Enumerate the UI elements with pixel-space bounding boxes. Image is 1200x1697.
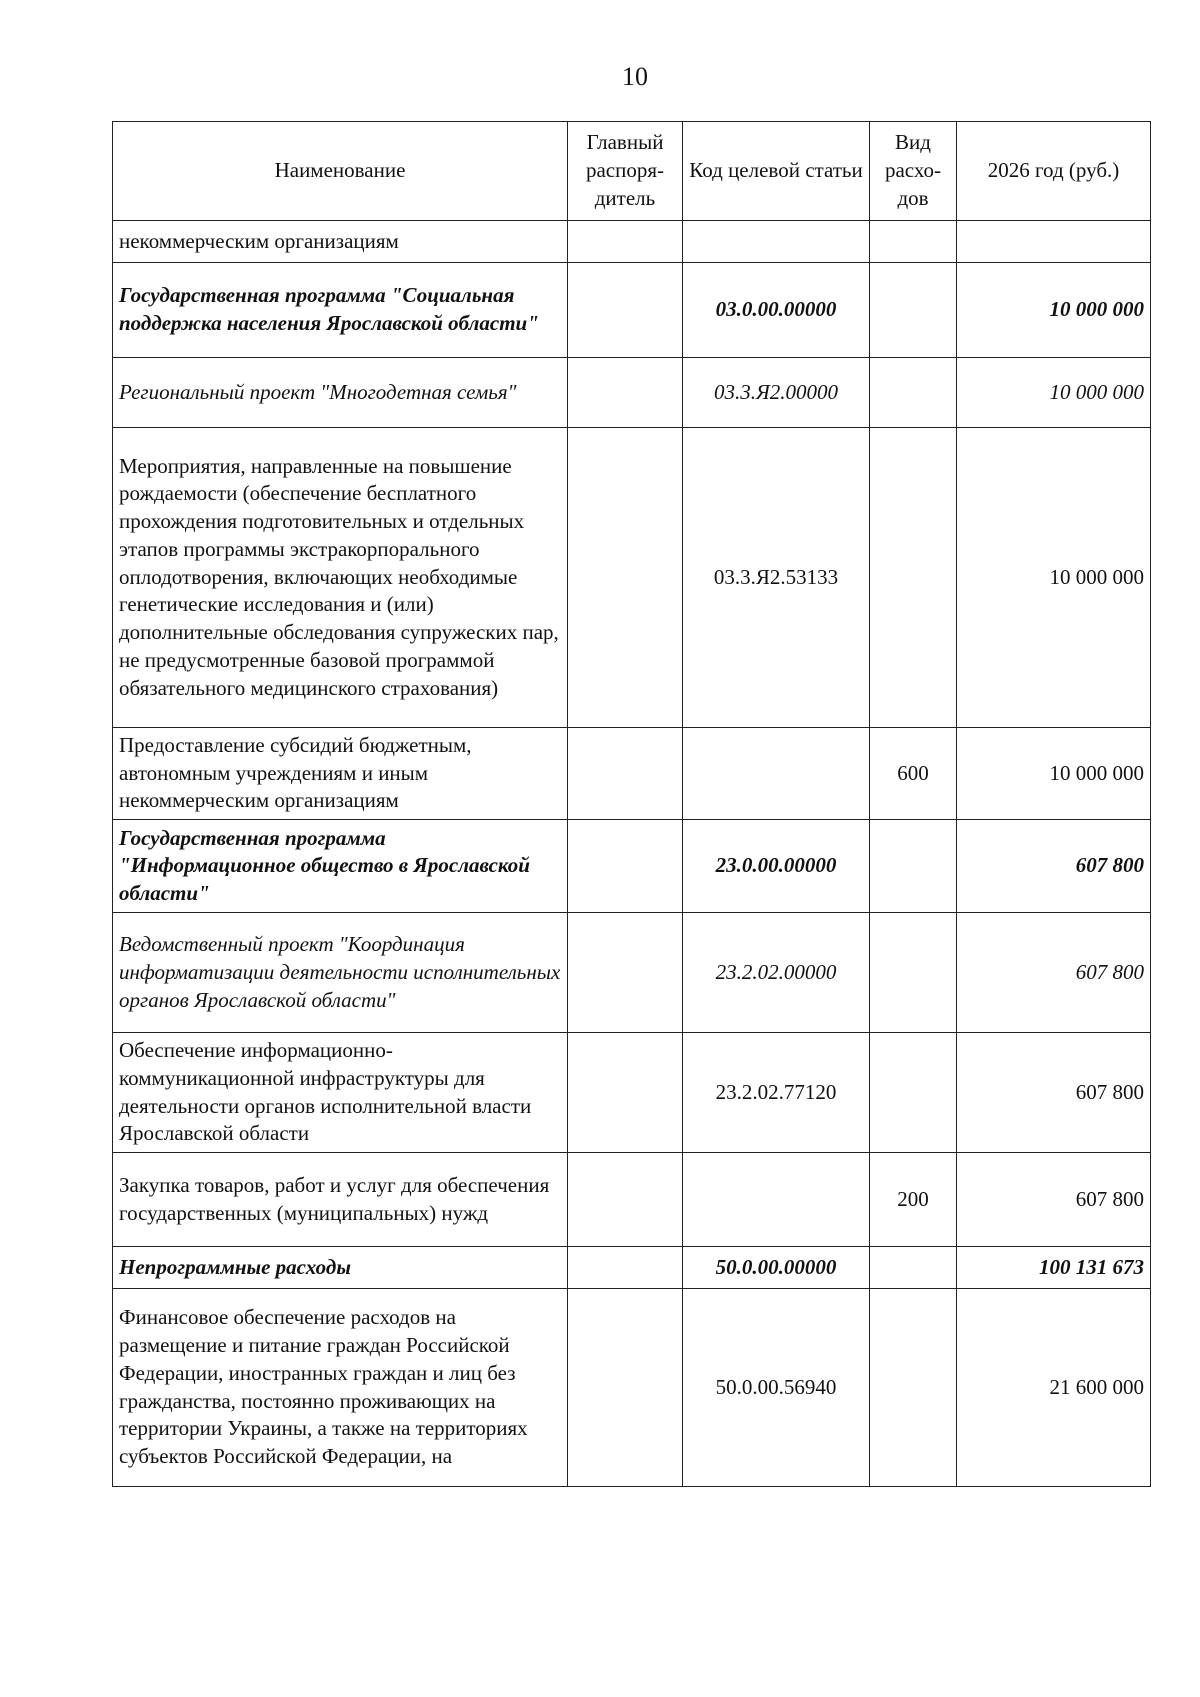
header-code: Код целевой статьи [683, 122, 870, 221]
cell-kind: 600 [870, 728, 957, 820]
cell-name: Государственная программа "Информационное общество в Ярославской области" [113, 820, 568, 913]
cell-name: Предоставление субсидий бюджетным, автономным учреждениям и иным некоммерческим организациям [113, 728, 568, 820]
cell-kind [870, 820, 957, 913]
cell-amount: 607 800 [957, 1153, 1151, 1247]
table-row [113, 1033, 1151, 1153]
cell-kind [870, 1247, 957, 1289]
cell-admin [568, 358, 683, 428]
cell-kind [870, 221, 957, 263]
table-row [113, 728, 1151, 820]
table-row [113, 913, 1151, 1033]
cell-code: 50.0.00.56940 [683, 1289, 870, 1487]
cell-admin [568, 1033, 683, 1153]
cell-admin [568, 728, 683, 820]
table-header-row [113, 122, 1151, 221]
header-admin: Главный распоря-дитель [568, 122, 683, 221]
cell-code: 23.2.02.77120 [683, 1033, 870, 1153]
cell-kind [870, 358, 957, 428]
cell-kind [870, 1033, 957, 1153]
cell-amount: 10 000 000 [957, 428, 1151, 728]
cell-admin [568, 913, 683, 1033]
table-row [113, 428, 1151, 728]
cell-name: Закупка товаров, работ и услуг для обеспечения государственных (муниципальных) нужд [113, 1153, 568, 1247]
cell-admin [568, 1289, 683, 1487]
cell-amount: 607 800 [957, 913, 1151, 1033]
cell-code: 03.0.00.00000 [683, 263, 870, 358]
table-row [113, 1153, 1151, 1247]
cell-amount: 10 000 000 [957, 263, 1151, 358]
cell-admin [568, 221, 683, 263]
cell-kind [870, 428, 957, 728]
cell-code: 03.3.Я2.53133 [683, 428, 870, 728]
cell-name: Обеспечение информационно-коммуникационной инфраструктуры для деятельности органов исполнительной власти Ярославской области [113, 1033, 568, 1153]
cell-kind [870, 1289, 957, 1487]
table-row [113, 1247, 1151, 1289]
cell-admin [568, 1153, 683, 1247]
cell-amount [957, 221, 1151, 263]
budget-table [112, 121, 1151, 1487]
cell-code [683, 728, 870, 820]
cell-kind: 200 [870, 1153, 957, 1247]
cell-name: Мероприятия, направленные на повышение рождаемости (обеспечение бесплатного прохождения подготовительных и отдельных этапов программы экстракорпорального оплодотворения, включающих необходимые генетические исследования и (или) дополнительные обследования супружеских пар, не предусмотренные базовой программой обязательного медицинского страхования) [113, 428, 568, 728]
cell-name: Непрограммные расходы [113, 1247, 568, 1289]
cell-code [683, 1153, 870, 1247]
header-amount: 2026 год (руб.) [957, 122, 1151, 221]
cell-amount: 10 000 000 [957, 358, 1151, 428]
cell-admin [568, 428, 683, 728]
cell-name: некоммерческим организациям [113, 221, 568, 263]
cell-code [683, 221, 870, 263]
cell-code: 03.3.Я2.00000 [683, 358, 870, 428]
cell-name: Ведомственный проект "Координация информатизации деятельности исполнительных органов Ярославской области" [113, 913, 568, 1033]
cell-name: Государственная программа "Социальная поддержка населения Ярославской области" [113, 263, 568, 358]
cell-code: 50.0.00.00000 [683, 1247, 870, 1289]
cell-name: Региональный проект "Многодетная семья" [113, 358, 568, 428]
table-body [113, 221, 1151, 1487]
cell-admin [568, 1247, 683, 1289]
cell-admin [568, 263, 683, 358]
table-row [113, 358, 1151, 428]
cell-admin [568, 820, 683, 913]
header-name: Наименование [113, 122, 568, 221]
cell-code: 23.2.02.00000 [683, 913, 870, 1033]
cell-amount: 21 600 000 [957, 1289, 1151, 1487]
cell-code: 23.0.00.00000 [683, 820, 870, 913]
table-row [113, 221, 1151, 263]
page-number: 10 [622, 62, 648, 91]
cell-kind [870, 263, 957, 358]
table-row [113, 1289, 1151, 1487]
cell-amount: 10 000 000 [957, 728, 1151, 820]
cell-amount: 607 800 [957, 820, 1151, 913]
table-row [113, 820, 1151, 913]
cell-name: Финансовое обеспечение расходов на размещение и питание граждан Российской Федерации, иностранных граждан и лиц без гражданства, постоянно проживающих на территории Украины, а также на территориях субъектов Российской Федерации, на [113, 1289, 568, 1487]
cell-amount: 100 131 673 [957, 1247, 1151, 1289]
cell-kind [870, 913, 957, 1033]
cell-amount: 607 800 [957, 1033, 1151, 1153]
header-kind: Вид расхо-дов [870, 122, 957, 221]
table-row [113, 263, 1151, 358]
